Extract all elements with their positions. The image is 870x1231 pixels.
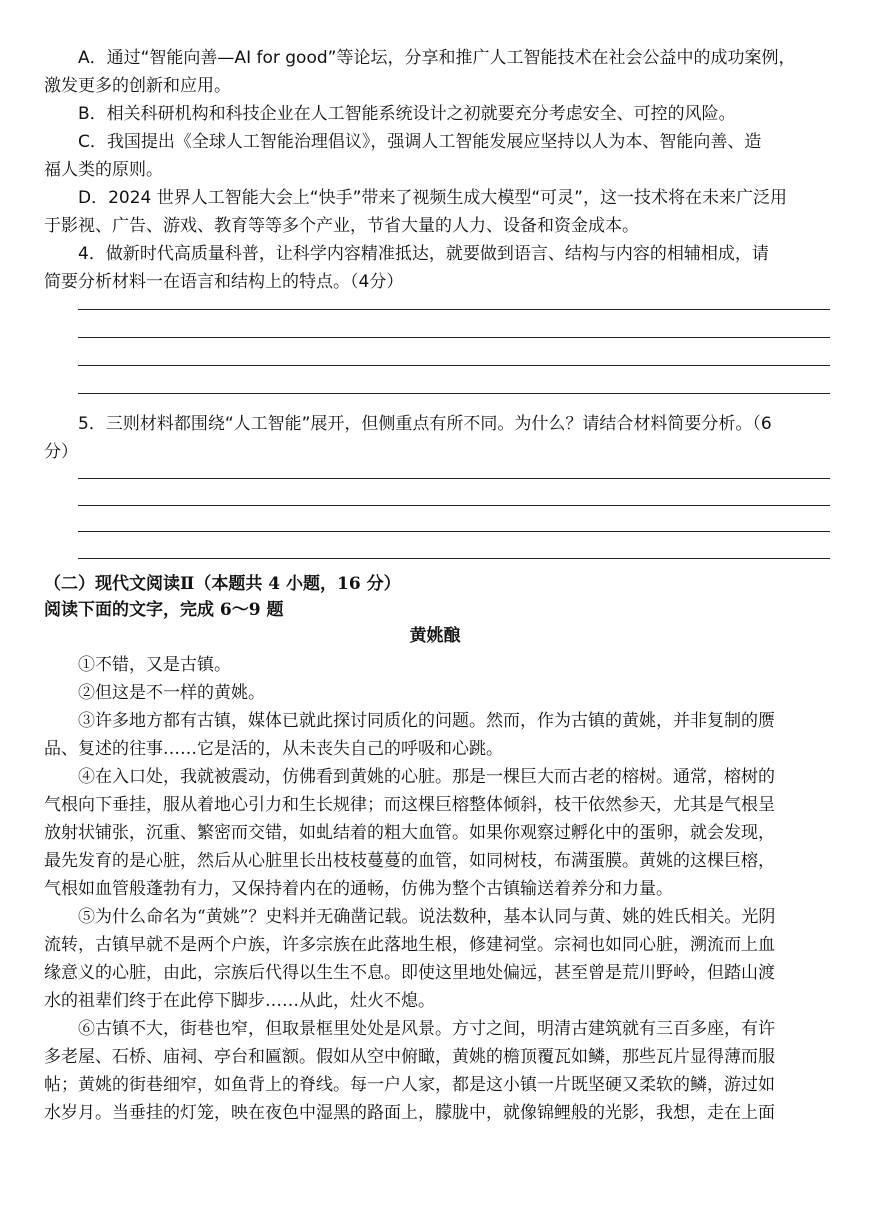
passage-paragraph-1: ①不错，又是古镇。: [78, 655, 231, 675]
answer-line[interactable]: [78, 393, 830, 394]
answer-line[interactable]: [78, 531, 830, 532]
passage-paragraph-5-line-1: ⑤为什么命名为“黄姚”？史料并无确凿记载。说法数种，基本认同与黄、姚的姓氏相关。光阴: [78, 907, 776, 927]
answer-line[interactable]: [78, 337, 830, 338]
option-d-line-2: 于影视、广告、游戏、教育等等多个产业，节省大量的人力、设备和资金成本。: [44, 216, 639, 236]
passage-paragraph-3-line-2: 品、复述的往事……它是活的，从未丧失自己的呼吸和心跳。: [44, 739, 503, 759]
answer-line[interactable]: [78, 365, 830, 366]
answer-line[interactable]: [78, 558, 830, 559]
passage-paragraph-6-line-2: 多老屋、石桥、庙祠、亭台和匾额。假如从空中俯瞰，黄姚的檐顶覆瓦如鳞，那些瓦片显得薄而服: [44, 1047, 775, 1067]
question-4-line-1: 4．做新时代高质量科普，让科学内容精准抵达，就要做到语言、结构与内容的相辅相成，请: [78, 244, 769, 264]
option-a-line-1: A．通过“智能向善—AI for good”等论坛，分享和推广人工智能技术在社会公益中的成功案例，: [78, 48, 796, 68]
passage-paragraph-4-line-4: 最先发育的是心脏，然后从心脏里长出枝枝蔓蔓的血管，如同树枝，布满蛋膜。黄姚的这棵巨榕，: [44, 851, 775, 871]
passage-paragraph-5-line-4: 水的祖辈们终于在此停下脚步……从此，灶火不熄。: [44, 991, 435, 1011]
passage-paragraph-4-line-3: 放射状铺张，沉重、繁密而交错，如虬结着的粗大血管。如果你观察过孵化中的蛋卵，就会发现，: [44, 823, 775, 843]
passage-paragraph-2: ②但这是不一样的黄姚。: [78, 683, 265, 703]
passage-paragraph-4-line-2: 气根向下垂挂，服从着地心引力和生长规律；而这棵巨榕整体倾斜，枝干依然参天，尤其是气根呈: [44, 795, 775, 815]
passage-paragraph-5-line-3: 缘意义的心脏，由此，宗族后代得以生生不息。即使这里地处偏远，甚至曾是荒川野岭，但踏山渡: [44, 963, 775, 983]
option-c-line-1: C．我国提出《全球人工智能治理倡议》，强调人工智能发展应坚持以人为本、智能向善、造: [78, 132, 762, 152]
passage-paragraph-4-line-5: 气根如血管般蓬勃有力，又保持着内在的通畅，仿佛为整个古镇输送着养分和力量。: [44, 879, 673, 899]
passage-paragraph-6-line-1: ⑥古镇不大，街巷也窄，但取景框里处处是风景。方寸之间，明清古建筑就有三百多座，有许: [78, 1019, 775, 1039]
answer-line[interactable]: [78, 505, 830, 506]
option-d-line-1: D．2024 世界人工智能大会上“快手”带来了视频生成大模型“可灵”，这一技术将在未来广泛用: [78, 188, 787, 208]
passage-paragraph-6-line-3: 帖；黄姚的街巷细窄，如鱼背上的脊线。每一户人家，都是这小镇一片既坚硬又柔软的鳞，游过如: [44, 1075, 775, 1095]
question-4-line-2: 简要分析材料一在语言和结构上的特点。（4分）: [44, 272, 404, 292]
option-b: B．相关科研机构和科技企业在人工智能系统设计之初就要充分考虑安全、可控的风险。: [78, 104, 736, 124]
passage-paragraph-5-line-2: 流转，古镇早就不是两个户族，许多宗族在此落地生根，修建祠堂。宗祠也如同心脏，溯流而上血: [44, 935, 775, 955]
option-a-line-2: 激发更多的创新和应用。: [44, 76, 231, 96]
passage-title: 黄姚酿: [409, 626, 461, 646]
section-heading: （二）现代文阅读Ⅱ（本题共 4 小题，16 分）: [44, 574, 401, 594]
passage-paragraph-3-line-1: ③许多地方都有古镇，媒体已就此探讨同质化的问题。然而，作为古镇的黄姚，并非复制的赝: [78, 711, 775, 731]
passage-paragraph-6-line-4: 水岁月。当垂挂的灯笼，映在夜色中湿黑的路面上，朦胧中，就像锦鲤般的光影，我想，走在上面: [44, 1103, 775, 1123]
option-c-line-2: 福人类的原则。: [44, 160, 163, 180]
answer-line[interactable]: [78, 309, 830, 310]
answer-line[interactable]: [78, 478, 830, 479]
section-instruction: 阅读下面的文字，完成 6～9 题: [44, 600, 284, 620]
question-5-line-1: 5．三则材料都围绕“人工智能”展开，但侧重点有所不同。为什么？请结合材料简要分析。（6: [78, 414, 772, 434]
question-5-line-2: 分）: [44, 442, 78, 462]
passage-paragraph-4-line-1: ④在入口处，我就被震动，仿佛看到黄姚的心脏。那是一棵巨大而古老的榕树。通常，榕树的: [78, 767, 775, 787]
